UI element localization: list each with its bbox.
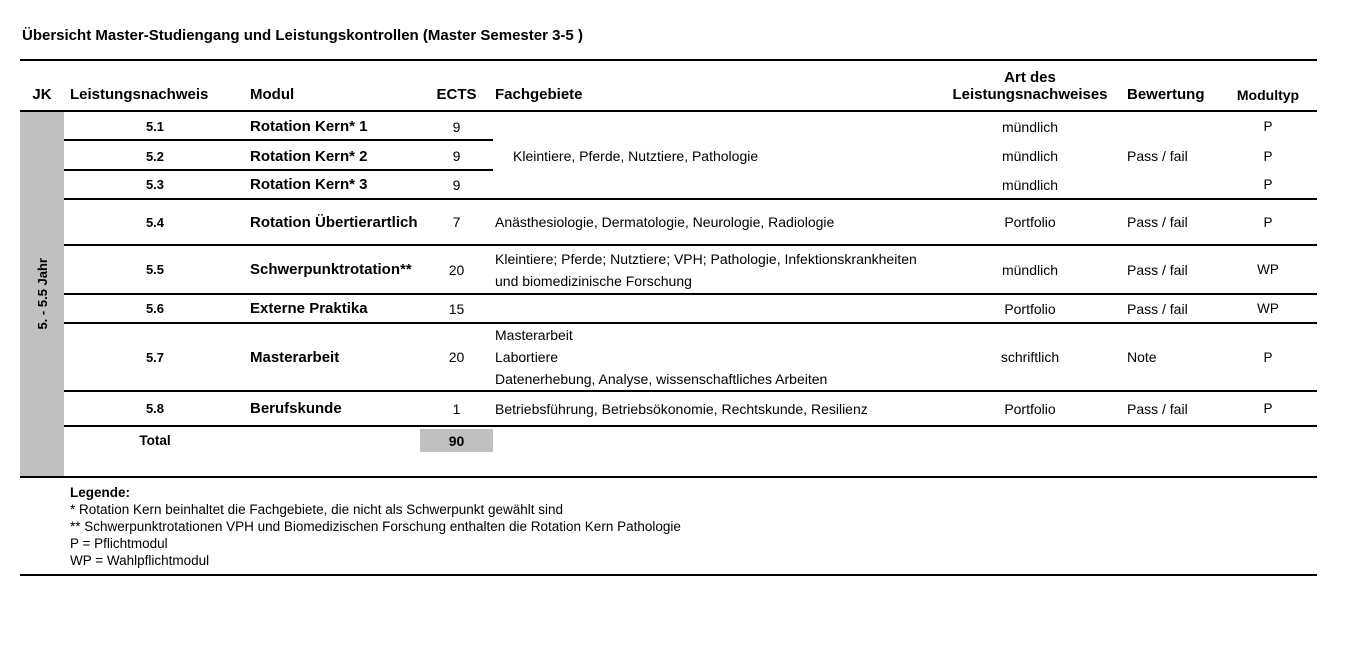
cell-bewertung: Note <box>1127 349 1157 365</box>
cell-ects: 7 <box>452 214 461 230</box>
cell-nr: 5.8 <box>145 401 165 416</box>
cell-art: Portfolio <box>1004 400 1056 417</box>
cell-modul: Rotation Kern* 3 <box>250 176 368 193</box>
cell-fachgebiete: Betriebsführung, Betriebsökonomie, Rechtskunde, Resilienz <box>495 400 868 417</box>
legend-line-wahlpflicht: WP = Wahlpflichtmodul <box>70 553 210 568</box>
cell-modul: Rotation Kern* 1 <box>250 118 368 135</box>
total-row <box>64 427 1317 476</box>
col-header-art-line2: Leistungsnachweises <box>952 86 1108 103</box>
col-header-bewertung: Bewertung <box>1127 86 1205 103</box>
cell-nr: 5.1 <box>145 119 165 134</box>
cell-art: Portfolio <box>1004 300 1056 317</box>
cell-bewertung: Pass / fail <box>1127 400 1188 417</box>
fachgebiete-line: Kleintiere; Pferde; Nutztiere; VPH; Pathologie, Infektionskrankheiten <box>495 250 917 267</box>
col-header-modul: Modul <box>250 86 295 103</box>
cell-ects: 20 <box>448 261 465 278</box>
col-header-modultyp: Modultyp <box>1236 87 1300 103</box>
cell-bewertung: Pass / fail <box>1127 261 1188 278</box>
table-row <box>64 295 1317 324</box>
cell-modul: Masterarbeit <box>250 348 340 366</box>
table-row <box>64 392 1317 427</box>
table-body <box>20 112 1317 478</box>
cell-art: mündlich <box>1001 176 1059 193</box>
jk-year-label: 5. - 5.5 Jahr <box>34 258 50 330</box>
legend <box>20 478 1317 576</box>
cell-nr: 5.2 <box>145 148 165 164</box>
table-row <box>64 246 1317 295</box>
cell-fachgebiete: Kleintiere, Pferde, Nutztiere, Pathologie <box>513 148 759 164</box>
total-label: Total <box>139 433 171 448</box>
cell-bewertung: Pass / fail <box>1127 214 1188 230</box>
cell-ects: 20 <box>448 349 465 365</box>
col-header-fachgebiete: Fachgebiete <box>495 86 583 103</box>
total-ects-value: 90 <box>420 429 493 452</box>
page-title: Übersicht Master-Studiengang und Leistungskontrollen (Master Semester 3-5 ) <box>22 27 583 44</box>
table-row <box>64 112 1317 141</box>
cell-ects: 9 <box>452 148 461 164</box>
cell-modultyp: P <box>1263 214 1273 230</box>
cell-modultyp: P <box>1263 349 1273 365</box>
cell-ects: 9 <box>452 176 461 193</box>
cell-modultyp: P <box>1263 148 1273 164</box>
cell-art: Portfolio <box>1004 214 1056 230</box>
table-row <box>64 200 1317 246</box>
cell-nr: 5.7 <box>145 349 165 365</box>
cell-modultyp: P <box>1263 177 1273 192</box>
cell-modul: Rotation Übertierartlich <box>250 213 418 231</box>
fachgebiete-line: Masterarbeit <box>495 327 573 343</box>
legend-line-rotation-kern: * Rotation Kern beinhaltet die Fachgebiete, die nicht als Schwerpunkt gewählt sind <box>70 502 564 517</box>
cell-art: mündlich <box>1001 148 1059 164</box>
col-header-ects: ECTS <box>436 86 477 103</box>
table-row <box>64 171 1317 200</box>
col-header-art-des-leistungsnachweises <box>940 69 1120 110</box>
cell-bewertung: Pass / fail <box>1127 300 1188 317</box>
fachgebiete-line: und biomedizinische Forschung <box>495 272 692 289</box>
legend-heading: Legende: <box>70 485 131 500</box>
cell-modul: Schwerpunktrotation** <box>250 261 412 278</box>
col-header-jk: JK <box>32 86 52 103</box>
fachgebiete-line: Datenerhebung, Analyse, wissenschaftliches Arbeiten <box>495 371 828 387</box>
cell-modultyp: WP <box>1257 262 1279 277</box>
cell-art: schriftlich <box>1000 349 1060 365</box>
cell-modultyp: P <box>1263 401 1273 416</box>
legend-line-pflichtmodul: P = Pflichtmodul <box>70 536 168 551</box>
cell-fachgebiete <box>493 324 940 390</box>
cell-art: mündlich <box>1001 118 1059 135</box>
cell-modultyp: P <box>1263 119 1273 134</box>
cell-nr: 5.5 <box>145 262 165 277</box>
cell-fachgebiete <box>493 248 940 292</box>
table-row <box>64 324 1317 392</box>
cell-ects: 1 <box>452 400 461 417</box>
fachgebiete-line: Labortiere <box>495 349 559 365</box>
col-header-leistungsnachweis: Leistungsnachweis <box>70 86 209 103</box>
cell-total-ects <box>420 427 493 452</box>
legend-line-schwerpunkt: ** Schwerpunktrotationen VPH und Biomedizischen Forschung enthalten die Rotation Kern Pathologie <box>70 519 681 534</box>
cell-fachgebiete: Anästhesiologie, Dermatologie, Neurologie, Radiologie <box>495 214 835 230</box>
cell-ects: 9 <box>452 118 461 135</box>
cell-modul: Rotation Kern* 2 <box>250 147 368 165</box>
program-table <box>20 59 1317 576</box>
cell-ects: 15 <box>448 300 465 317</box>
cell-art: mündlich <box>1001 261 1059 278</box>
table-header-row <box>20 59 1317 112</box>
col-header-art-line1: Art des <box>1004 69 1056 86</box>
cell-modul: Berufskunde <box>250 400 342 417</box>
cell-modul: Externe Praktika <box>250 300 368 317</box>
jk-year-bar <box>20 112 64 476</box>
cell-bewertung: Pass / fail <box>1127 148 1188 164</box>
cell-nr: 5.4 <box>145 214 165 230</box>
cell-nr: 5.3 <box>145 177 165 192</box>
cell-modultyp: WP <box>1257 301 1279 316</box>
cell-nr: 5.6 <box>145 301 165 316</box>
table-row <box>64 141 1317 171</box>
